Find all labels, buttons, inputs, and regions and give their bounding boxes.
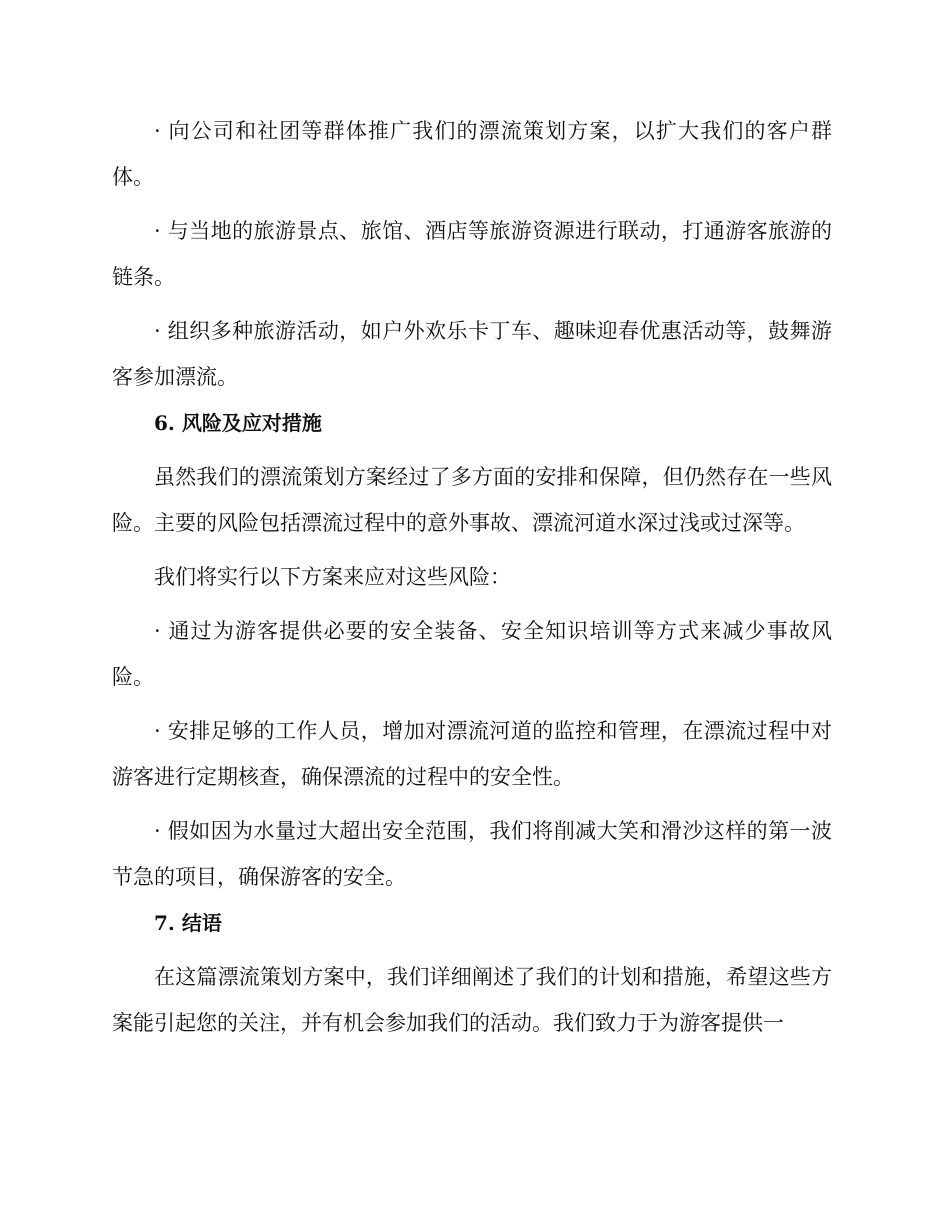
section-heading-risks: 6. 风险及应对措施 xyxy=(154,411,322,435)
paragraph-risks-intro: 虽然我们的漂流策划方案经过了多方面的安排和保障，但仍然存在一些风险。主要的风险包括漂流过程中的意外事故、漂流河道水深过浅或过深等。 xyxy=(112,465,832,535)
bullet-safety-equipment: · 通过为游客提供必要的安全装备、安全知识培训等方式来减少事故风险。 xyxy=(112,619,832,689)
bullet-tour-activities: · 组织多种旅游活动，如户外欢乐卡丁车、趣味迎春优惠活动等，鼓舞游客参加漂流。 xyxy=(112,319,832,389)
paragraph-conclusion: 在这篇漂流策划方案中，我们详细阐述了我们的计划和措施，希望这些方案能引起您的关注，并有机会参加我们的活动。我们致力于为游客提供一 xyxy=(112,965,832,1035)
section-heading-conclusion: 7. 结语 xyxy=(154,911,222,935)
bullet-staffing: · 安排足够的工作人员，增加对漂流河道的监控和管理，在漂流过程中对游客进行定期核查，确保漂流的过程中的安全性。 xyxy=(112,719,832,789)
bullet-tourism-linkage: · 与当地的旅游景点、旅馆、酒店等旅游资源进行联动，打通游客旅游的链条。 xyxy=(112,219,832,289)
bullet-promote-groups: · 向公司和社团等群体推广我们的漂流策划方案，以扩大我们的客户群体。 xyxy=(112,119,832,189)
bullet-water-level: · 假如因为水量过大超出安全范围，我们将削减大笑和滑沙这样的第一波节急的项目，确保游客的安全。 xyxy=(112,819,832,889)
paragraph-measures-intro: 我们将实行以下方案来应对这些风险： xyxy=(154,565,511,589)
document-page xyxy=(112,108,832,1046)
